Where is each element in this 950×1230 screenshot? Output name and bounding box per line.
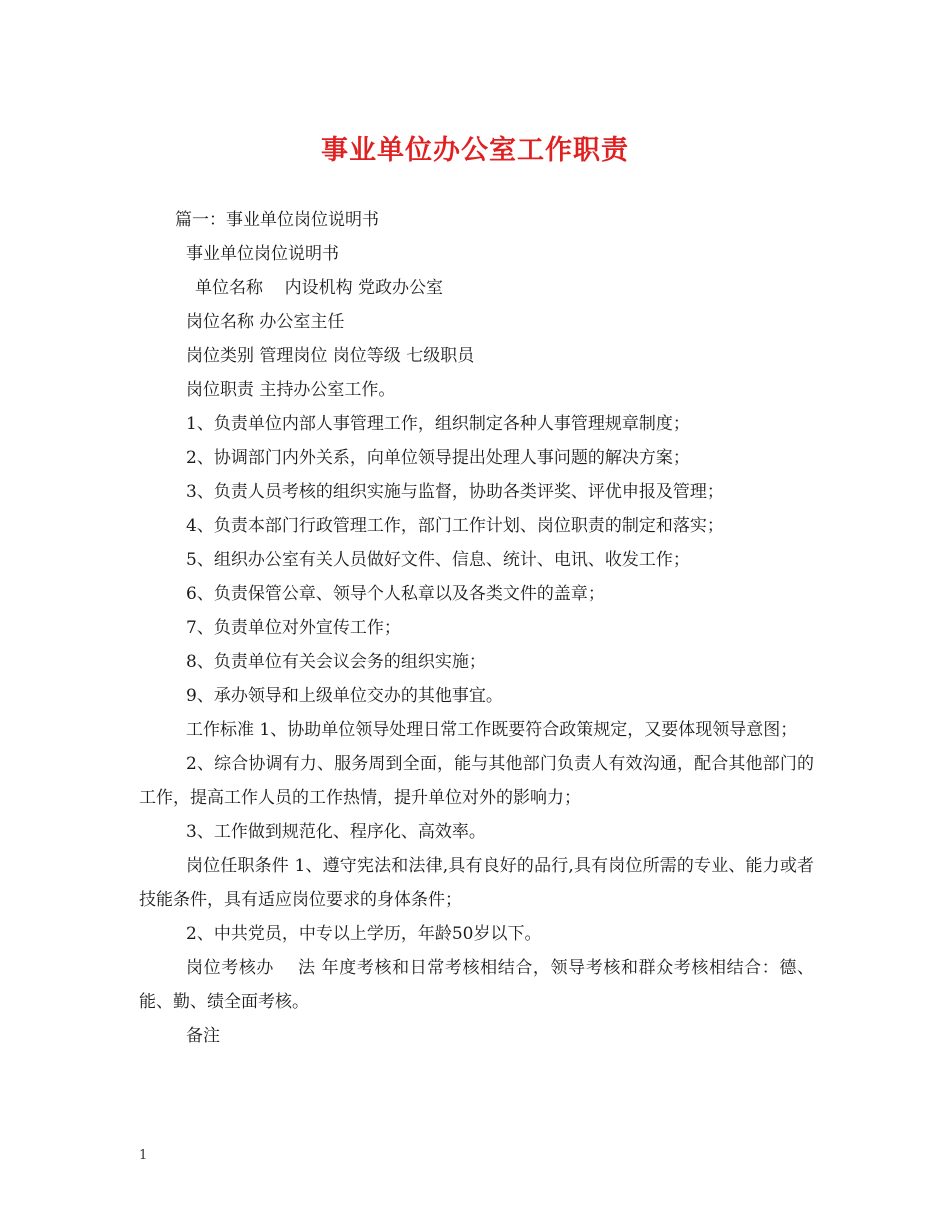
document-body: [139, 203, 814, 1053]
assessment-paragraph: 岗位考核办 法 年度考核和日常考核相结合，领导考核和群众考核相结合：德、能、勤、绩全面考核。: [139, 958, 814, 1012]
duty-item: 4、负责本部门行政管理工作，部门工作计划、岗位职责的制定和落实；: [186, 516, 724, 536]
unit-name-line: 单位名称 内设机构 党政办公室: [195, 278, 444, 298]
duty-item: 1、负责单位内部人事管理工作，组织制定各种人事管理规章制度；: [186, 414, 690, 434]
duty-item: 2、协调部门内外关系，向单位领导提出处理人事问题的解决方案；: [186, 448, 690, 468]
work-standard-paragraph: 3、工作做到规范化、程序化、高效率。: [186, 822, 486, 842]
qualification-paragraph: 岗位任职条件 1、遵守宪法和法律,具有良好的品行,具有岗位所需的专业、能力或者技能条件，具有适应岗位要求的身体条件；: [139, 856, 814, 910]
duty-item: 7、负责单位对外宣传工作；: [186, 618, 401, 638]
position-name-line: 岗位名称 办公室主任: [186, 312, 345, 332]
duty-item: 3、负责人员考核的组织实施与监督，协助各类评奖、评优申报及管理；: [186, 482, 724, 502]
duty-item: 9、承办领导和上级单位交办的其他事宜。: [186, 686, 503, 706]
duty-item: 6、负责保管公章、领导个人私章以及各类文件的盖章；: [186, 584, 605, 604]
duty-item: 5、组织办公室有关人员做好文件、信息、统计、电讯、收发工作；: [186, 550, 690, 570]
section-heading: 篇一：事业单位岗位说明书: [175, 210, 379, 230]
position-category-line: 岗位类别 管理岗位 岗位等级 七级职员: [186, 346, 475, 366]
document-title: 事业单位办公室工作职责: [321, 135, 629, 166]
work-standard-paragraph: 2、综合协调有力、服务周到全面，能与其他部门负责人有效沟通，配合其他部门的工作，提高工作人员的工作热情，提升单位对外的影响力；: [139, 754, 814, 808]
subsection-heading: 事业单位岗位说明书: [186, 244, 339, 264]
duty-item: 8、负责单位有关会议会务的组织实施；: [186, 652, 486, 672]
work-standard-paragraph: 工作标准 1、协助单位领导处理日常工作既要符合政策规定，又要体现领导意图；: [186, 720, 798, 740]
page-number: 1: [139, 1148, 148, 1163]
qualification-paragraph: 2、中共党员，中专以上学历，年龄50岁以下。: [186, 924, 542, 944]
remarks-line: 备注: [186, 1026, 220, 1046]
position-duty-line: 岗位职责 主持办公室工作。: [186, 380, 396, 400]
